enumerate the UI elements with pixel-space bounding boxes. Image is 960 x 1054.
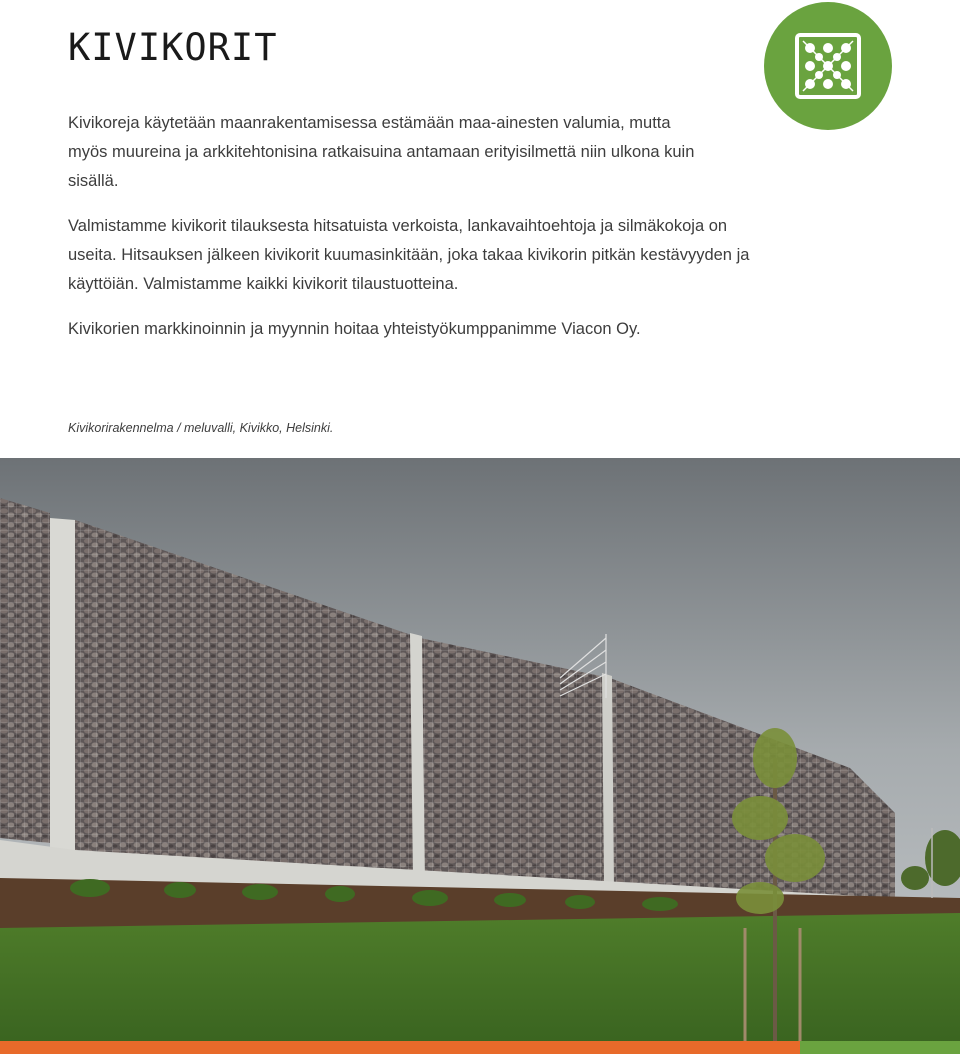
footer-bar-orange <box>0 1041 800 1054</box>
footer-bar-green <box>800 1041 960 1054</box>
gabion-wall-photo <box>0 458 960 1044</box>
gabion-icon <box>794 32 862 100</box>
intro-paragraph: Kivikoreja käytetään maanrakentamisessa estämään maa-ainesten valumia, mutta myös muureina ja arkkitehtonisina ratkaisuina antamaan erityisilmettä niin ulkona kuin sisällä. <box>68 114 695 190</box>
page-title: KIVIKORIT <box>68 26 278 69</box>
sales-paragraph: Kivikorien markkinoinnin ja myynnin hoitaa yhteistyökumppanimme Viacon Oy. <box>68 320 641 338</box>
manufacturing-paragraph: Valmistamme kivikorit tilauksesta hitsatuista verkoista, lankavaihtoehtoja ja silmäkokoja on useita. Hitsauksen jälkeen kivikorit kuumasinkitään, joka takaa kivikorin pitkän kestävyyden ja käyttöiän. Valmistamme kaikki kivikorit tilaustuotteina. <box>68 217 750 293</box>
category-badge <box>764 2 892 130</box>
photo-caption: Kivikorirakennelma / meluvalli, Kivikko, Helsinki. <box>68 421 334 435</box>
